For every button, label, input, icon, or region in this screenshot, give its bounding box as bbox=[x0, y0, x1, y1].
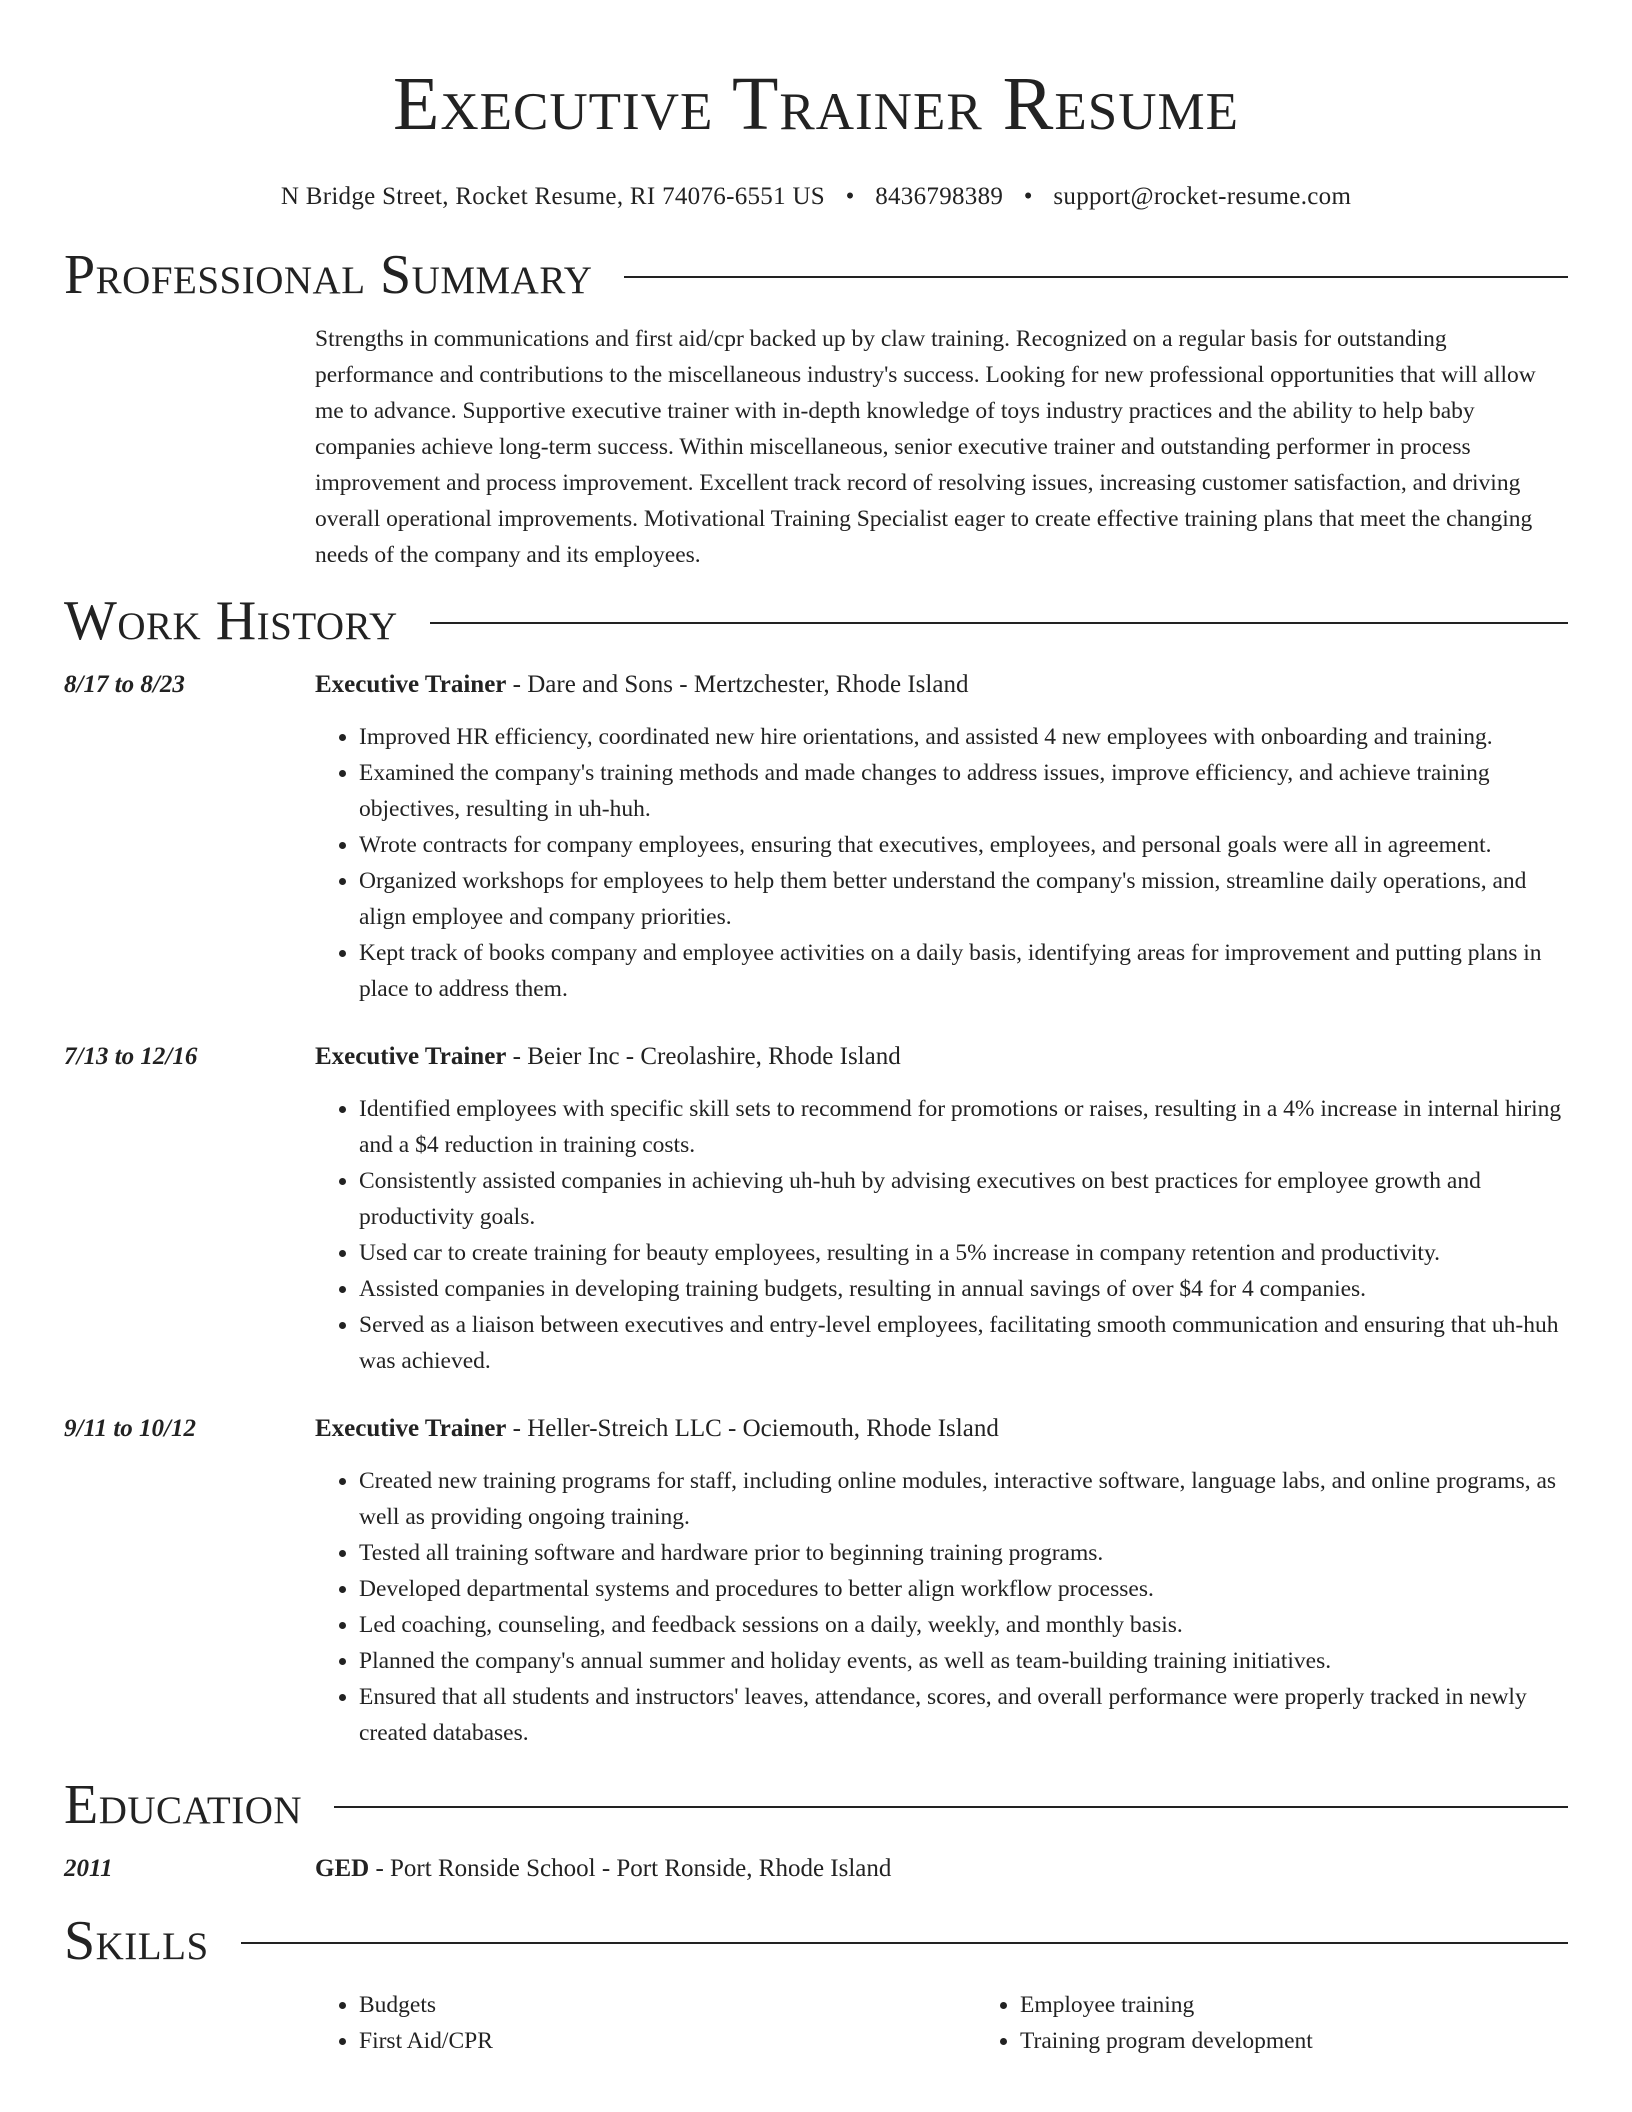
job-heading bbox=[315, 667, 1568, 703]
contact-phone: 8436798389 bbox=[875, 183, 1004, 210]
section-divider bbox=[334, 1806, 1568, 1808]
skill-item: • First Aid/CPR bbox=[359, 2023, 976, 2059]
job-bullet: • Wrote contracts for company employees, ensuring that executives, employees, and personal goals were all in agreement. bbox=[359, 827, 1568, 863]
job-title: Executive Trainer bbox=[315, 1043, 507, 1070]
contact-address: N Bridge Street, Rocket Resume, RI 74076-6551 US bbox=[280, 183, 826, 210]
job-bullet: • Led coaching, counseling, and feedback sessions on a daily, weekly, and monthly basis. bbox=[359, 1607, 1568, 1643]
summary-heading: Professional Summary bbox=[64, 244, 593, 306]
section-divider bbox=[430, 622, 1568, 624]
job-bullet: • Served as a liaison between executives and entry-level employees, facilitating smooth communication and ensuring that uh-huh was achieved. bbox=[359, 1307, 1568, 1379]
job-heading bbox=[315, 1411, 1568, 1447]
education-section-header bbox=[64, 1773, 1568, 1837]
skill-item: • Training program development bbox=[1020, 2023, 1632, 2059]
skills-heading: Skills bbox=[64, 1910, 209, 1972]
job-bullet: • Created new training programs for staff, including online modules, interactive software, language labs, and online programs, as well as providing ongoing training. bbox=[359, 1463, 1568, 1535]
work-section-header bbox=[64, 589, 1568, 653]
job-details: - Dare and Sons - Mertzchester, Rhode Island bbox=[506, 671, 969, 698]
contact-line bbox=[64, 181, 1568, 213]
contact-separator: • bbox=[845, 183, 855, 210]
skills-list-left bbox=[315, 1987, 976, 2059]
skills-spacer bbox=[64, 1987, 315, 2059]
job-bullet: • Improved HR efficiency, coordinated new hire orientations, and assisted 4 new employees with onboarding and training. bbox=[359, 719, 1568, 755]
job-bullet: • Kept track of books company and employee activities on a daily basis, identifying areas for improvement and putting plans in place to address them. bbox=[359, 935, 1568, 1007]
summary-row bbox=[64, 321, 1568, 573]
job-bullet: • Consistently assisted companies in achieving uh-huh by advising executives on best practices for employee growth and productivity goals. bbox=[359, 1163, 1568, 1235]
skills-section-header bbox=[64, 1909, 1568, 1973]
education-heading-line bbox=[315, 1851, 1568, 1887]
job-bullet: • Used car to create training for beauty employees, resulting in a 5% increase in company retention and productivity. bbox=[359, 1235, 1568, 1271]
job-bullets bbox=[315, 1463, 1568, 1751]
job-bullet: • Identified employees with specific skill sets to recommend for promotions or raises, resulting in a 4% increase in internal hiring and a $4 reduction in training costs. bbox=[359, 1091, 1568, 1163]
work-heading: Work History bbox=[64, 590, 398, 652]
education-heading: Education bbox=[64, 1774, 303, 1836]
job-details: - Beier Inc - Creolashire, Rhode Island bbox=[506, 1043, 901, 1070]
contact-email: support@rocket-resume.com bbox=[1053, 183, 1352, 210]
contact-separator: • bbox=[1023, 183, 1033, 210]
job-dates: 8/17 to 8/23 bbox=[64, 671, 185, 698]
job-bullet: • Planned the company's annual summer and holiday events, as well as team-building training initiatives. bbox=[359, 1643, 1568, 1679]
education-entry bbox=[64, 1851, 1568, 1887]
job-bullets bbox=[315, 719, 1568, 1007]
job-dates: 9/11 to 10/12 bbox=[64, 1415, 196, 1442]
job-bullet: • Assisted companies in developing training budgets, resulting in annual savings of over $4 for 4 companies. bbox=[359, 1271, 1568, 1307]
skill-item: • Budgets bbox=[359, 1987, 976, 2023]
summary-text: Strengths in communications and first aid/cpr backed up by claw training. Recognized on a regular basis for outstanding performance and contributions to the miscellaneous industry's success. Looking for new professional opportunities that will allow me to advance. Supportive executive trainer with in-depth knowledge of toys industry practices and the ability to help baby companies achieve long-term success. Within miscellaneous, senior executive trainer and outstanding performer in process improvement and process improvement. Excellent track record of resolving issues, increasing customer satisfaction, and driving overall operational improvements. Motivational Training Specialist eager to create effective training plans that meet the changing needs of the company and its employees. bbox=[315, 326, 1536, 568]
job-heading bbox=[315, 1039, 1568, 1075]
job-entry bbox=[64, 1039, 1568, 1379]
skills-list-right bbox=[976, 1987, 1632, 2059]
job-dates: 7/13 to 12/16 bbox=[64, 1043, 198, 1070]
skills-row bbox=[64, 1987, 1568, 2059]
resume-title: Executive Trainer Resume bbox=[392, 62, 1239, 146]
job-title: Executive Trainer bbox=[315, 1415, 507, 1442]
job-title: Executive Trainer bbox=[315, 671, 507, 698]
job-details: - Heller-Streich LLC - Ociemouth, Rhode Island bbox=[506, 1415, 999, 1442]
job-entry bbox=[64, 1411, 1568, 1751]
skill-item: • Employee training bbox=[1020, 1987, 1632, 2023]
section-divider bbox=[624, 276, 1568, 278]
education-degree: GED bbox=[315, 1855, 370, 1882]
section-divider bbox=[241, 1942, 1568, 1944]
summary-spacer bbox=[64, 321, 315, 573]
job-bullet: • Tested all training software and hardware prior to beginning training programs. bbox=[359, 1535, 1568, 1571]
skills-grid bbox=[315, 1987, 1632, 2059]
education-details: - Port Ronside School - Port Ronside, Rhode Island bbox=[369, 1855, 892, 1882]
job-bullet: • Organized workshops for employees to help them better understand the company's mission, streamline daily operations, and align employee and company priorities. bbox=[359, 863, 1568, 935]
education-year: 2011 bbox=[64, 1855, 113, 1882]
resume-page bbox=[64, 0, 1568, 2059]
job-bullet: • Developed departmental systems and procedures to better align workflow processes. bbox=[359, 1571, 1568, 1607]
job-bullet: • Examined the company's training methods and made changes to address issues, improve efficiency, and achieve training objectives, resulting in uh-huh. bbox=[359, 755, 1568, 827]
job-bullet: • Ensured that all students and instructors' leaves, attendance, scores, and overall performance were properly tracked in newly created databases. bbox=[359, 1679, 1568, 1751]
job-bullets bbox=[315, 1091, 1568, 1379]
job-entry bbox=[64, 667, 1568, 1007]
summary-section-header bbox=[64, 243, 1568, 307]
